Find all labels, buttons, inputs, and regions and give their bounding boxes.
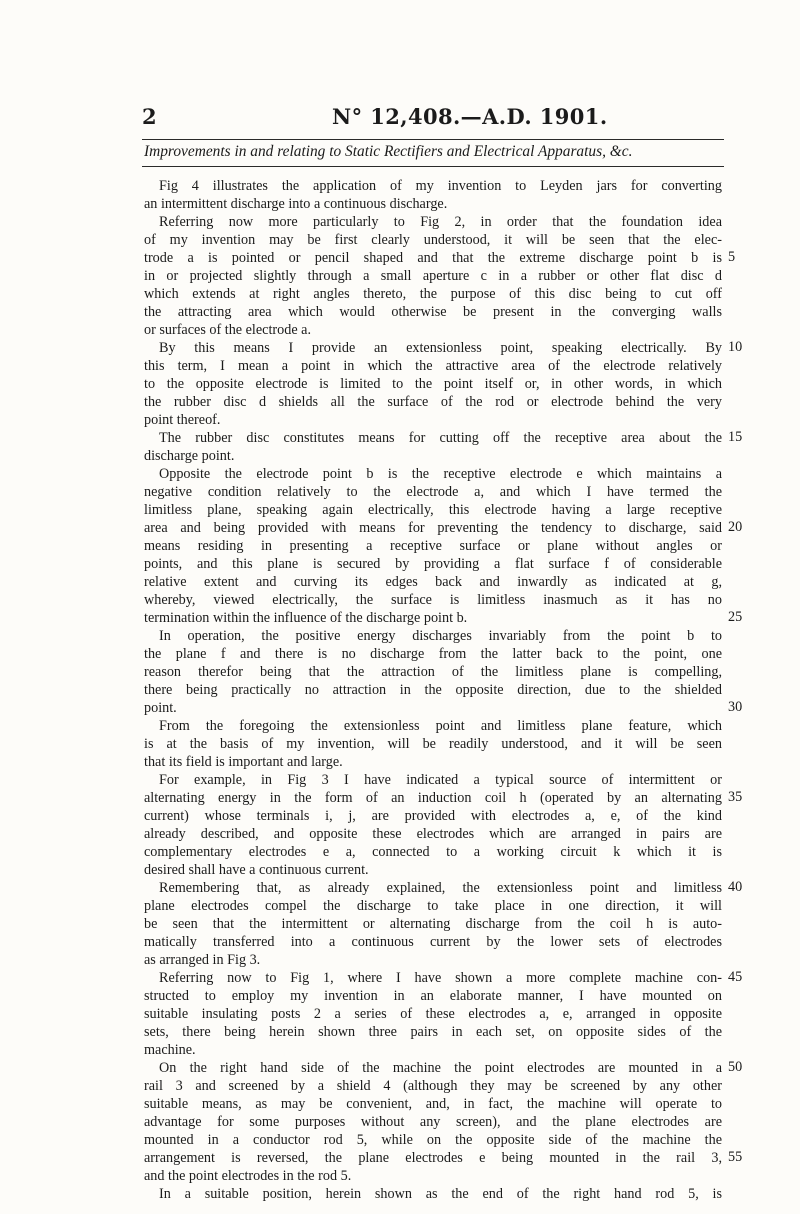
- text-line: reason therefor being that the attraction of the limitless plane is compelling,: [144, 664, 722, 680]
- text-line: By this means I provide an extensionless point, speaking electrically. By: [159, 340, 722, 356]
- text-line: area and being provided with means for preventing the tendency to discharge, said: [144, 520, 722, 536]
- patent-title: N° 12,408.—A.D. 1901.: [332, 104, 608, 129]
- text-line: rail 3 and screened by a shield 4 (although they may be screened by any other: [144, 1078, 722, 1094]
- header-rule-top: [142, 139, 724, 140]
- text-line: point thereof.: [144, 412, 221, 428]
- text-line: The rubber disc constitutes means for cutting off the receptive area about the: [159, 430, 722, 446]
- text-line: is at the basis of my invention, will be readily understood, and it will be seen: [144, 736, 722, 752]
- text-line: of my invention may be first clearly understood, it will be seen that the elec-: [144, 232, 722, 248]
- text-line: Referring now more particularly to Fig 2, in order that the foundation idea: [159, 214, 722, 230]
- text-line: whereby, viewed electrically, the surface is limitless inasmuch as it has no: [144, 592, 722, 608]
- text-line: the attracting area which would otherwise be present in the converging walls: [144, 304, 722, 320]
- margin-line-number: 35: [728, 789, 743, 805]
- margin-line-number: 40: [728, 879, 743, 895]
- text-line: termination within the influence of the discharge point b.: [144, 610, 468, 626]
- text-line: that its field is important and large.: [144, 754, 343, 770]
- text-line: In a suitable position, herein shown as the end of the right hand rod 5, is: [159, 1186, 722, 1202]
- text-line: For example, in Fig 3 I have indicated a typical source of intermittent or: [159, 772, 722, 788]
- text-line: suitable means, as may be convenient, and, in fact, the machine will operate to: [144, 1096, 722, 1112]
- page-number: 2: [142, 104, 157, 129]
- text-line: discharge point.: [144, 448, 235, 464]
- text-line: be seen that the intermittent or alternating discharge from the coil h is auto-: [144, 916, 722, 932]
- document-subtitle: Improvements in and relating to Static Rectifiers and Electrical Apparatus, &c.: [144, 143, 633, 160]
- text-line: this term, I mean a point in which the attractive area of the electrode relatively: [144, 358, 722, 374]
- margin-line-number: 50: [728, 1059, 743, 1075]
- text-line: In operation, the positive energy discharges invariably from the point b to: [159, 628, 722, 644]
- text-line: Opposite the electrode point b is the receptive electrode e which maintains a: [159, 466, 722, 482]
- text-line: advantage for some purposes without any screen), and the plane electrodes are: [144, 1114, 722, 1130]
- text-line: desired shall have a continuous current.: [144, 862, 369, 878]
- margin-line-number: 30: [728, 699, 743, 715]
- text-line: arrangement is reversed, the plane electrodes e being mounted in the rail 3,: [144, 1150, 722, 1166]
- margin-line-number: 25: [728, 609, 743, 625]
- text-line: Fig 4 illustrates the application of my invention to Leyden jars for converting: [159, 178, 722, 194]
- text-line: mounted in a conductor rod 5, while on the opposite side of the machine the: [144, 1132, 722, 1148]
- text-line: which extends at right angles thereto, the purpose of this disc being to cut off: [144, 286, 722, 302]
- text-line: matically transferred into a continuous current by the lower sets of electrodes: [144, 934, 722, 950]
- text-line: to the opposite electrode is limited to the point itself or, in other words, in which: [144, 376, 722, 392]
- text-line: relative extent and curving its edges back and inwardly as indicated at g,: [144, 574, 722, 590]
- text-line: machine.: [144, 1042, 196, 1058]
- text-line: complementary electrodes e a, connected to a working circuit k which it is: [144, 844, 722, 860]
- text-line: in or projected slightly through a small aperture c in a rubber or other flat disc d: [144, 268, 722, 284]
- text-line: and the point electrodes in the rod 5.: [144, 1168, 352, 1184]
- page-header: [142, 104, 722, 134]
- text-line: point.: [144, 700, 177, 716]
- margin-line-number: 20: [728, 519, 743, 535]
- text-line: the rubber disc d shields all the surface of the rod or electrode behind the very: [144, 394, 722, 410]
- text-line: the plane f and there is no discharge from the latter back to the point, one: [144, 646, 722, 662]
- margin-line-number: 5: [728, 249, 736, 265]
- margin-line-number: 45: [728, 969, 743, 985]
- text-line: sets, there being herein shown three pairs in each set, on opposite sides of the: [144, 1024, 722, 1040]
- text-line: current) whose terminals i, j, are provided with electrodes a, e, of the kind: [144, 808, 722, 824]
- text-line: already described, and opposite these electrodes which are arranged in pairs are: [144, 826, 722, 842]
- text-line: trode a is pointed or pencil shaped and that the extreme discharge point b is: [144, 250, 722, 266]
- text-line: points, and this plane is secured by providing a flat surface f of considerable: [144, 556, 722, 572]
- text-line: On the right hand side of the machine the point electrodes are mounted in a: [159, 1060, 722, 1076]
- margin-line-number: 15: [728, 429, 743, 445]
- text-line: From the foregoing the extensionless point and limitless plane feature, which: [159, 718, 722, 734]
- document-body: [144, 177, 722, 1203]
- text-line: an intermittent discharge into a continuous discharge.: [144, 196, 448, 212]
- margin-line-number: 55: [728, 1149, 743, 1165]
- text-line: limitless plane, speaking again electrically, this electrode having a large receptive: [144, 502, 722, 518]
- text-line: alternating energy in the form of an induction coil h (operated by an alternating: [144, 790, 722, 806]
- text-line: Referring now to Fig 1, where I have shown a more complete machine con-: [159, 970, 722, 986]
- margin-line-number: 10: [728, 339, 743, 355]
- text-line: structed to employ my invention in an elaborate manner, I have mounted on: [144, 988, 722, 1004]
- header-rule-bottom: [142, 166, 724, 167]
- text-line: means residing in presenting a receptive surface or plane without angles or: [144, 538, 722, 554]
- text-line: suitable insulating posts 2 a series of these electrodes a, e, arranged in opposite: [144, 1006, 722, 1022]
- text-line: or surfaces of the electrode a.: [144, 322, 312, 338]
- text-line: there being practically no attraction in the opposite direction, due to the shielded: [144, 682, 722, 698]
- text-line: as arranged in Fig 3.: [144, 952, 261, 968]
- text-line: negative condition relatively to the electrode a, and which I have termed the: [144, 484, 722, 500]
- text-line: plane electrodes compel the discharge to take place in one direction, it will: [144, 898, 722, 914]
- text-line: Remembering that, as already explained, the extensionless point and limitless: [159, 880, 722, 896]
